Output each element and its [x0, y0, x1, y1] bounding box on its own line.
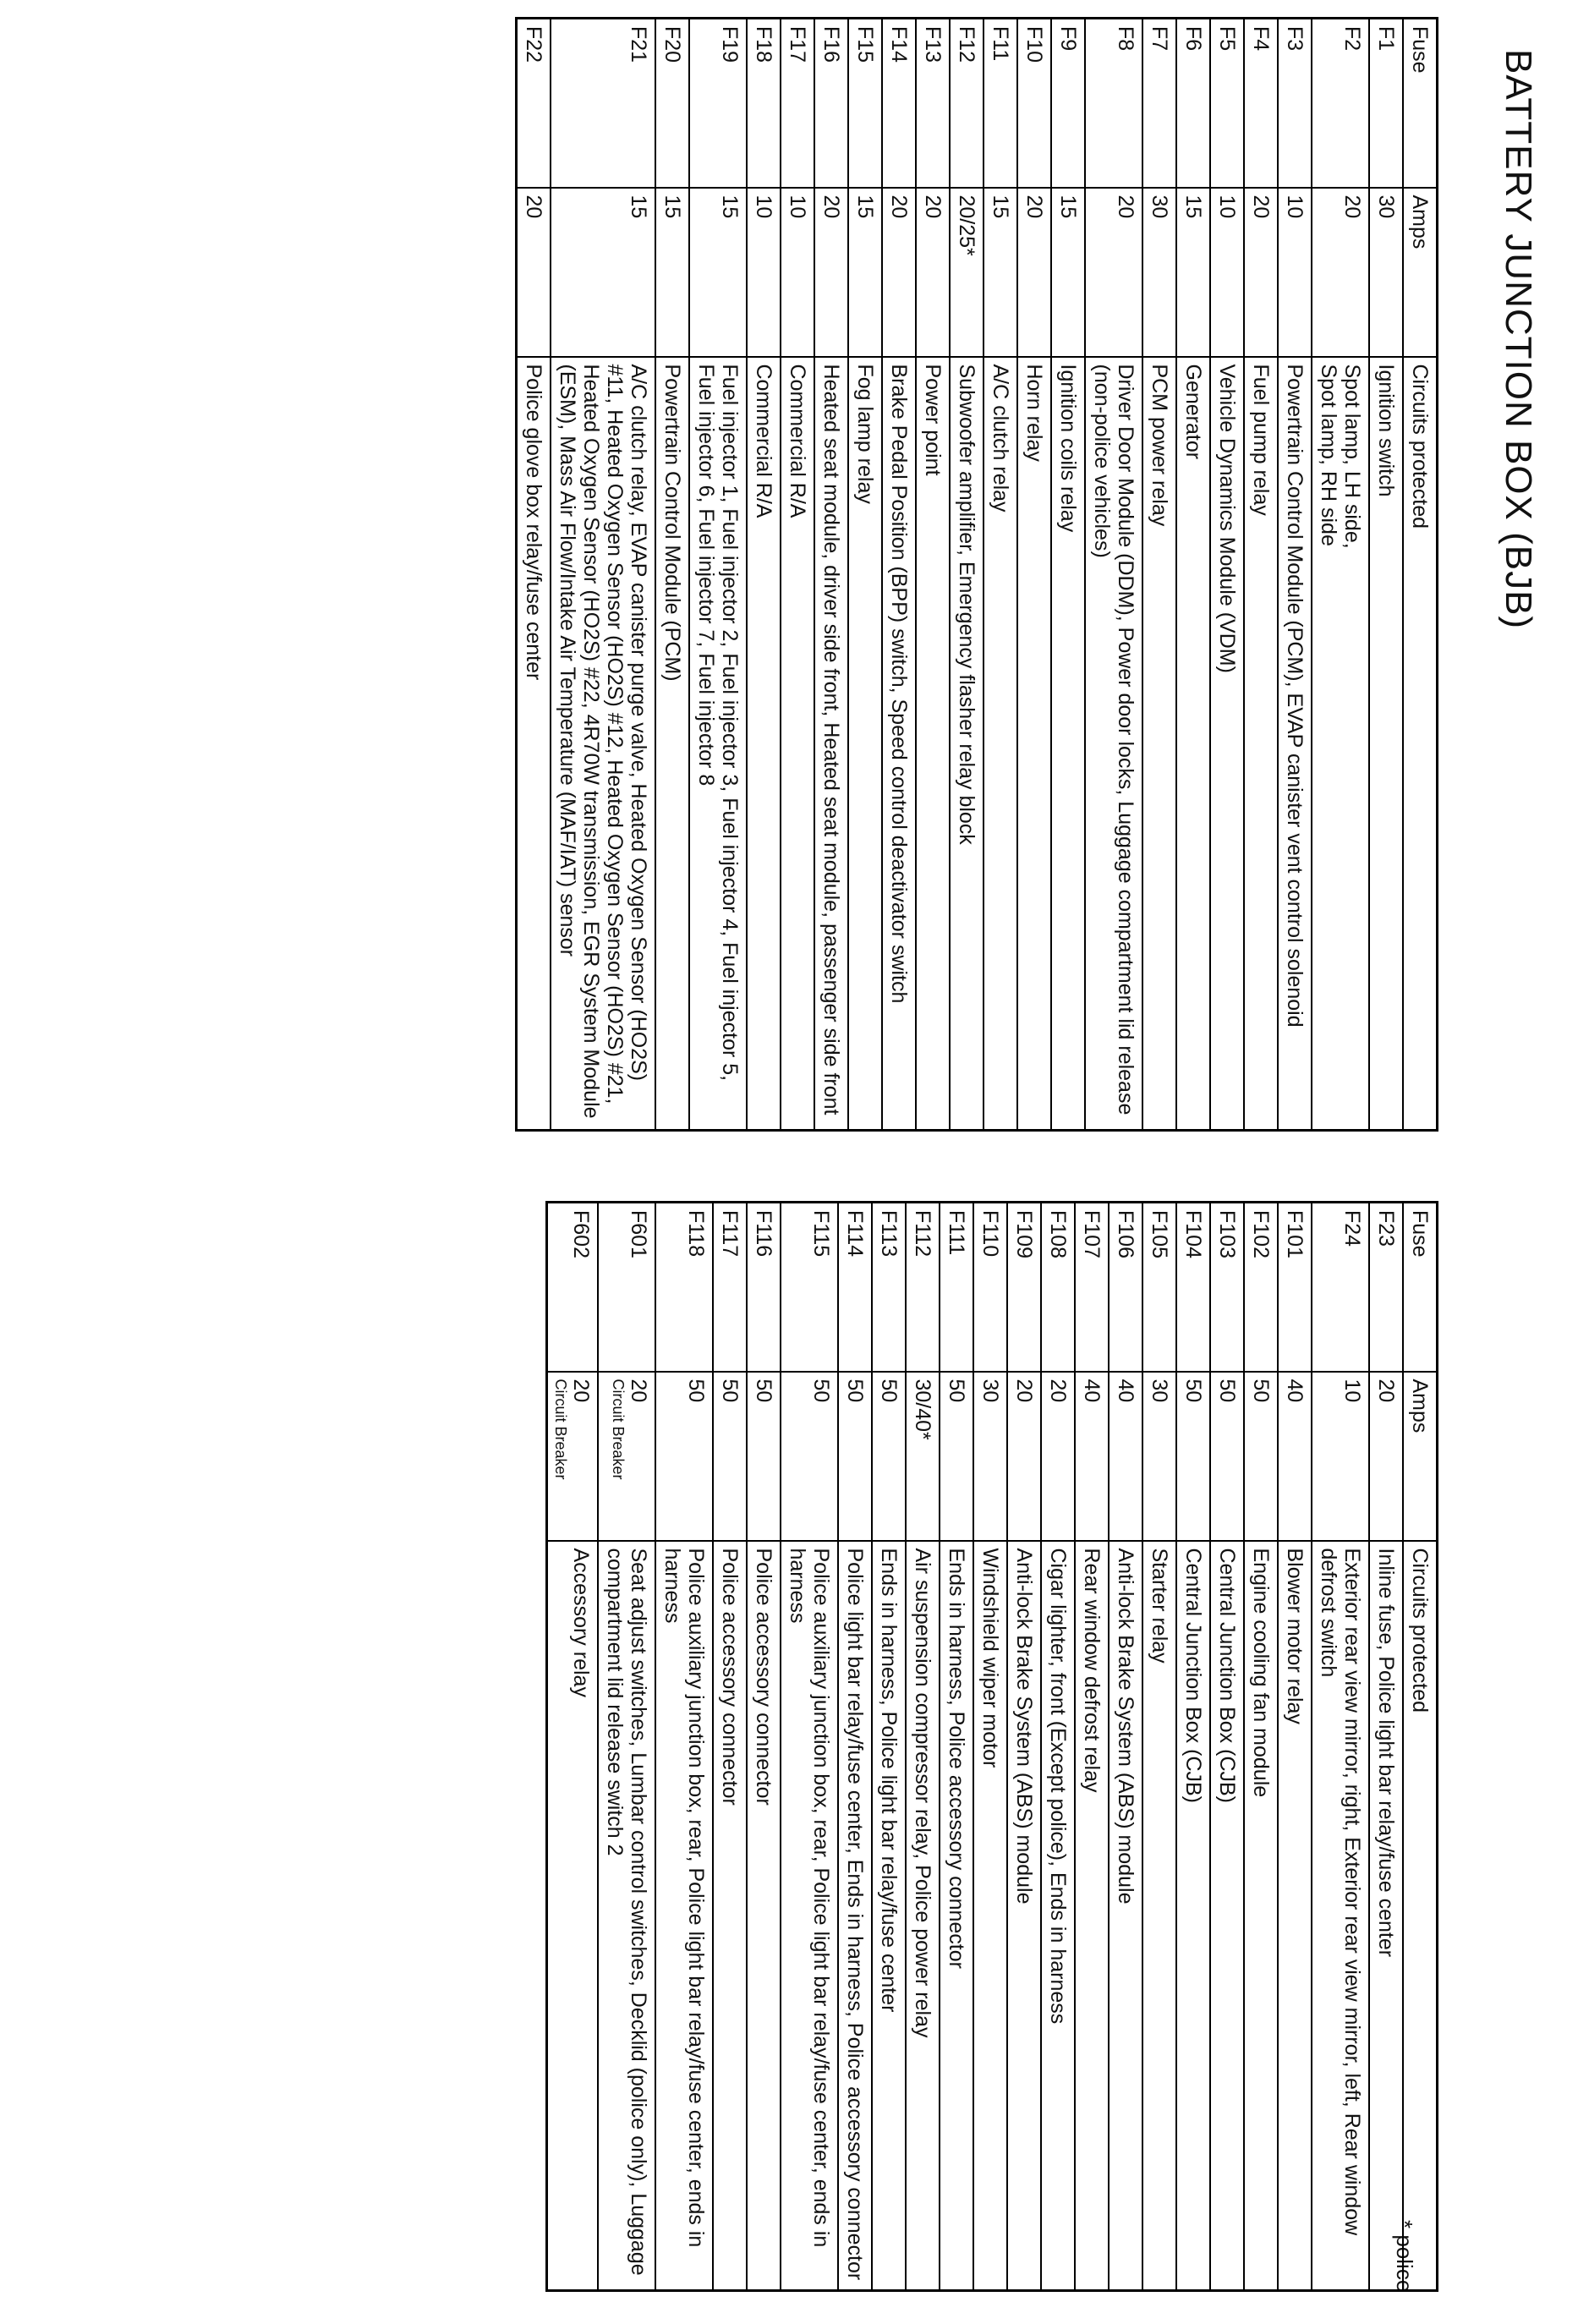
circuits-cell: Central Junction Box (CJB)	[1176, 1541, 1210, 2291]
circuits-cell: Inline fuse, Police light bar relay/fuse center	[1369, 1541, 1403, 2291]
amps-value: 10	[1283, 195, 1307, 219]
amps-cell	[1085, 188, 1142, 357]
amps-cell	[1312, 188, 1369, 357]
table-row	[551, 19, 655, 1131]
table-row	[1210, 19, 1244, 1131]
amps-value: 30	[1374, 195, 1398, 219]
circuits-cell: Engine cooling fan module	[1244, 1541, 1278, 2291]
amps-value: 15	[627, 195, 650, 219]
table-row	[1312, 19, 1369, 1131]
table-row	[882, 19, 916, 1131]
fuse-cell: F11	[984, 19, 1017, 188]
circuits-cell: Cigar lighter, front (Except police), Ends in harness	[1041, 1541, 1075, 2291]
table-row	[655, 1203, 713, 2291]
fuse-cell: F103	[1210, 1203, 1244, 1372]
fuse-cell: F109	[1007, 1203, 1041, 1372]
amps-cell	[1142, 1372, 1176, 1541]
amps-cell	[848, 188, 882, 357]
table-row	[1312, 1203, 1369, 2291]
table-row	[781, 19, 814, 1131]
amps-cell	[781, 188, 814, 357]
fuse-cell: F601	[598, 1203, 655, 1372]
amps-value: 40	[1080, 1379, 1104, 1403]
fuse-cell: F18	[747, 19, 781, 188]
amps-value: 30	[1148, 195, 1171, 219]
amps-value: 40	[1114, 1379, 1137, 1403]
amps-value: 15	[989, 195, 1012, 219]
amps-cell	[1109, 1372, 1142, 1541]
circuits-cell: Brake Pedal Position (BPP) switch, Speed control deactivator switch	[882, 357, 916, 1131]
table-row	[1278, 1203, 1312, 2291]
table-row	[1142, 19, 1176, 1131]
amps-value: 15	[1056, 195, 1080, 219]
table-row	[1369, 1203, 1403, 2291]
amps-cell	[781, 1372, 838, 1541]
amps-cell	[517, 188, 551, 357]
amps-cell	[1176, 188, 1210, 357]
amps-value: 50	[718, 1379, 742, 1403]
amps-cell	[1278, 188, 1312, 357]
circuits-cell: Exterior rear view mirror, right, Exterior rear view mirror, left, Rear window defrost switch	[1312, 1541, 1369, 2291]
header-circuits: Circuits protected	[1403, 1541, 1438, 2291]
fuse-cell: F24	[1312, 1203, 1369, 1372]
fuse-cell: F21	[551, 19, 655, 188]
header-amps: Amps	[1403, 188, 1438, 357]
circuits-cell: Powertrain Control Module (PCM)	[655, 357, 689, 1131]
amps-cell	[1041, 1372, 1075, 1541]
amps-value: 40	[1283, 1379, 1307, 1403]
amps-value: 50	[877, 1379, 901, 1403]
circuits-cell: Heated seat module, driver side front, Heated seat module, passenger side front	[814, 357, 848, 1131]
amps-cell	[1142, 188, 1176, 357]
fuse-cell: F15	[848, 19, 882, 188]
amps-value: 10	[1215, 195, 1239, 219]
table-row	[814, 19, 848, 1131]
fuse-cell: F117	[713, 1203, 747, 1372]
amps-value: 20	[819, 195, 843, 219]
circuits-cell: Police accessory connector	[747, 1541, 781, 2291]
table-row	[1075, 1203, 1109, 2291]
amps-cell	[551, 188, 655, 357]
fuse-cell: F106	[1109, 1203, 1142, 1372]
amps-cell	[1176, 1372, 1210, 1541]
amps-cell	[872, 1372, 906, 1541]
circuits-cell: A/C clutch relay, EVAP canister purge valve, Heated Oxygen Sensor (HO2S) #11, Heated Oxygen Sensor (HO2S) #12, Heated Oxygen Sensor (HO2S) #21, Heated Oxygen Sensor (HO2S) #22, 4R70W transmission, EGR System Module (ESM), Mass Air Flow/Intake Air Temperature (MAF/IAT) sensor	[551, 357, 655, 1131]
circuits-cell: Fuel injector 1, Fuel injector 2, Fuel injector 3, Fuel injector 4, Fuel injector 5, Fuel injector 6, Fuel injector 7, Fuel injector 8	[689, 357, 747, 1131]
amps-cell	[906, 1372, 940, 1541]
fuse-cell: F102	[1244, 1203, 1278, 1372]
header-fuse: Fuse	[1403, 1203, 1438, 1372]
circuits-cell: Horn relay	[1017, 357, 1051, 1131]
table-header-row	[1403, 1203, 1438, 2291]
amps-value: 20	[1249, 195, 1273, 219]
amps-cell	[973, 1372, 1007, 1541]
circuits-cell: Vehicle Dynamics Module (VDM)	[1210, 357, 1244, 1131]
table-row	[984, 19, 1017, 1131]
table-row	[1041, 1203, 1075, 2291]
amps-cell	[950, 188, 984, 357]
fuse-cell: F6	[1176, 19, 1210, 188]
table-row	[1278, 19, 1312, 1131]
amps-value: 30	[978, 1379, 1002, 1403]
circuits-cell: Spot lamp, LH side, Spot lamp, RH side	[1312, 357, 1369, 1131]
fuse-cell: F17	[781, 19, 814, 188]
circuits-cell: Generator	[1176, 357, 1210, 1131]
fuse-cell: F13	[916, 19, 950, 188]
amps-cell	[1051, 188, 1085, 357]
amps-value: 50	[843, 1379, 867, 1403]
circuits-cell: Ignition switch	[1369, 357, 1403, 1131]
fuse-cell: F20	[655, 19, 689, 188]
police-footnote: * police	[1392, 2220, 1417, 2293]
amps-value: 20	[569, 1379, 593, 1403]
fuse-cell: F3	[1278, 19, 1312, 188]
amps-value: 10	[1340, 1379, 1364, 1403]
circuits-cell: Commercial R/A	[747, 357, 781, 1131]
table-row	[1244, 1203, 1278, 2291]
circuits-cell: Rear window defrost relay	[1075, 1541, 1109, 2291]
amps-cell	[916, 188, 950, 357]
circuits-cell: Police glove box relay/fuse center	[517, 357, 551, 1131]
fuse-cell: F2	[1312, 19, 1369, 188]
table-row	[747, 1203, 781, 2291]
fuse-cell: F14	[882, 19, 916, 188]
amps-cell	[655, 188, 689, 357]
table-header-row	[1403, 19, 1438, 1131]
fuse-cell: F116	[747, 1203, 781, 1372]
amps-cell	[1017, 188, 1051, 357]
header-amps: Amps	[1403, 1372, 1438, 1541]
circuits-cell: Police auxiliary junction box, rear, Police light bar relay/fuse center, ends in harness	[655, 1541, 713, 2291]
table-row	[1085, 19, 1142, 1131]
circuits-cell: Blower motor relay	[1278, 1541, 1312, 2291]
table-row	[973, 1203, 1007, 2291]
amps-value: 50	[752, 1379, 775, 1403]
fuse-cell: F110	[973, 1203, 1007, 1372]
fuse-cell: F108	[1041, 1203, 1075, 1372]
fuse-cell: F104	[1176, 1203, 1210, 1372]
table-row	[517, 19, 551, 1131]
amps-cell	[598, 1372, 655, 1541]
amps-value: 15	[660, 195, 684, 219]
table-row	[689, 19, 747, 1131]
circuits-cell: Ends in harness, Police light bar relay/fuse center	[872, 1541, 906, 2291]
amps-value: 50	[1215, 1379, 1239, 1403]
fuse-cell: F115	[781, 1203, 838, 1372]
fuse-cell: F4	[1244, 19, 1278, 188]
amps-value: 20	[522, 195, 545, 219]
amps-cell	[546, 1372, 598, 1541]
fuse-cell: F112	[906, 1203, 940, 1372]
amps-cell	[940, 1372, 973, 1541]
amps-cell	[1369, 1372, 1403, 1541]
table-row	[916, 19, 950, 1131]
fuse-cell: F114	[838, 1203, 872, 1372]
fuse-cell: F602	[546, 1203, 598, 1372]
table-row	[1176, 19, 1210, 1131]
amps-cell	[1244, 188, 1278, 357]
page-title: BATTERY JUNCTION BOX (BJB)	[1498, 49, 1539, 630]
circuits-cell: Air suspension compressor relay, Police power relay	[906, 1541, 940, 2291]
amps-value: 15	[853, 195, 877, 219]
table-row	[872, 1203, 906, 2291]
fuse-table-left	[515, 17, 1438, 1132]
amps-cell	[814, 188, 848, 357]
circuits-cell: Starter relay	[1142, 1541, 1176, 2291]
fuse-cell: F5	[1210, 19, 1244, 188]
table-row	[598, 1203, 655, 2291]
table-row	[1369, 19, 1403, 1131]
amps-cell	[713, 1372, 747, 1541]
amps-cell	[1312, 1372, 1369, 1541]
amps-cell	[1210, 1372, 1244, 1541]
amps-cell	[1278, 1372, 1312, 1541]
circuits-cell: Accessory relay	[546, 1541, 598, 2291]
circuits-cell: Commercial R/A	[781, 357, 814, 1131]
fuse-cell: F7	[1142, 19, 1176, 188]
amps-value: 20	[887, 195, 911, 219]
table-row	[781, 1203, 838, 2291]
header-circuits: Circuits protected	[1403, 357, 1438, 1131]
amps-cell	[655, 1372, 713, 1541]
circuits-cell: Fog lamp relay	[848, 357, 882, 1131]
circuits-cell: Power point	[916, 357, 950, 1131]
fuse-cell: F107	[1075, 1203, 1109, 1372]
amps-cell	[747, 1372, 781, 1541]
table-row	[838, 1203, 872, 2291]
amps-value: 50	[945, 1379, 968, 1403]
amps-cell	[882, 188, 916, 357]
table-row	[906, 1203, 940, 2291]
amps-value: 20	[1022, 195, 1046, 219]
circuits-cell: Seat adjust switches, Lumbar control switches, Decklid (police only), Luggage compartment lid release switch 2	[598, 1541, 655, 2291]
table-row	[747, 19, 781, 1131]
fuse-cell: F1	[1369, 19, 1403, 188]
table-row	[713, 1203, 747, 2291]
table-row	[940, 1203, 973, 2291]
circuits-cell: Subwoofer amplifier, Emergency flasher relay block	[950, 357, 984, 1131]
amps-value: 20	[921, 195, 945, 219]
amps-value: 30/40*	[911, 1379, 934, 1440]
circuits-cell: Powertrain Control Module (PCM), EVAP canister vent control solenoid	[1278, 357, 1312, 1131]
fuse-cell: F113	[872, 1203, 906, 1372]
amps-value: 20	[1340, 195, 1364, 219]
table-row	[1176, 1203, 1210, 2291]
amps-cell	[1075, 1372, 1109, 1541]
table-row	[1109, 1203, 1142, 2291]
amps-cell	[689, 188, 747, 357]
amps-value: 10	[752, 195, 775, 219]
circuits-cell: Driver Door Module (DDM), Power door locks, Luggage compartment lid release (non-police vehicles)	[1085, 357, 1142, 1131]
amps-value: 20	[1012, 1379, 1036, 1403]
circuits-cell: Windshield wiper motor	[973, 1541, 1007, 2291]
fuse-table-right	[545, 1201, 1438, 2292]
fuse-cell: F10	[1017, 19, 1051, 188]
table-row	[1210, 1203, 1244, 2291]
amps-value: 20	[1374, 1379, 1398, 1403]
fuse-cell: F9	[1051, 19, 1085, 188]
amps-cell	[1369, 188, 1403, 357]
circuits-cell: Police accessory connector	[713, 1541, 747, 2291]
table-row	[848, 19, 882, 1131]
fuse-cell: F118	[655, 1203, 713, 1372]
circuits-cell: Fuel pump relay	[1244, 357, 1278, 1131]
circuits-cell: Police light bar relay/fuse center, Ends in harness, Police accessory connector	[838, 1541, 872, 2291]
fuse-cell: F12	[950, 19, 984, 188]
table-row	[1142, 1203, 1176, 2291]
amps-cell	[1007, 1372, 1041, 1541]
circuits-cell: Ignition coils relay	[1051, 357, 1085, 1131]
table-row	[546, 1203, 598, 2291]
fuse-cell: F19	[689, 19, 747, 188]
table-row	[655, 19, 689, 1131]
circuits-cell: Anti-lock Brake System (ABS) module	[1109, 1541, 1142, 2291]
amps-value: 20/25*	[955, 195, 978, 256]
circuits-cell: A/C clutch relay	[984, 357, 1017, 1131]
fuse-cell: F111	[940, 1203, 973, 1372]
amps-value: 30	[1148, 1379, 1171, 1403]
table-row	[1244, 19, 1278, 1131]
table-row	[1017, 19, 1051, 1131]
amps-value: 20	[1114, 195, 1137, 219]
amps-value: 10	[786, 195, 809, 219]
amps-value: 50	[809, 1379, 833, 1403]
amps-value: 50	[684, 1379, 708, 1403]
amps-value: 20	[1046, 1379, 1070, 1403]
amps-value: 50	[1181, 1379, 1205, 1403]
amps-cell	[1210, 188, 1244, 357]
amps-value: 50	[1249, 1379, 1273, 1403]
amps-cell	[838, 1372, 872, 1541]
circuits-cell: Ends in harness, Police accessory connector	[940, 1541, 973, 2291]
amps-subtitle: Circuit Breaker	[610, 1379, 627, 1480]
amps-value: 15	[1181, 195, 1205, 219]
circuits-cell: Anti-lock Brake System (ABS) module	[1007, 1541, 1041, 2291]
table-row	[1051, 19, 1085, 1131]
amps-subtitle: Circuit Breaker	[552, 1379, 569, 1480]
circuits-cell: Police auxiliary junction box, rear, Police light bar relay/fuse center, ends in harness	[781, 1541, 838, 2291]
fuse-cell: F16	[814, 19, 848, 188]
circuits-cell: Central Junction Box (CJB)	[1210, 1541, 1244, 2291]
amps-value: 15	[718, 195, 742, 219]
fuse-cell: F8	[1085, 19, 1142, 188]
table-row	[950, 19, 984, 1131]
fuse-cell: F101	[1278, 1203, 1312, 1372]
fuse-cell: F23	[1369, 1203, 1403, 1372]
circuits-cell: PCM power relay	[1142, 357, 1176, 1131]
header-fuse: Fuse	[1403, 19, 1438, 188]
fuse-cell: F22	[517, 19, 551, 188]
amps-cell	[747, 188, 781, 357]
amps-cell	[1244, 1372, 1278, 1541]
amps-value: 20	[627, 1379, 650, 1403]
table-row	[1007, 1203, 1041, 2291]
fuse-cell: F105	[1142, 1203, 1176, 1372]
amps-cell	[984, 188, 1017, 357]
